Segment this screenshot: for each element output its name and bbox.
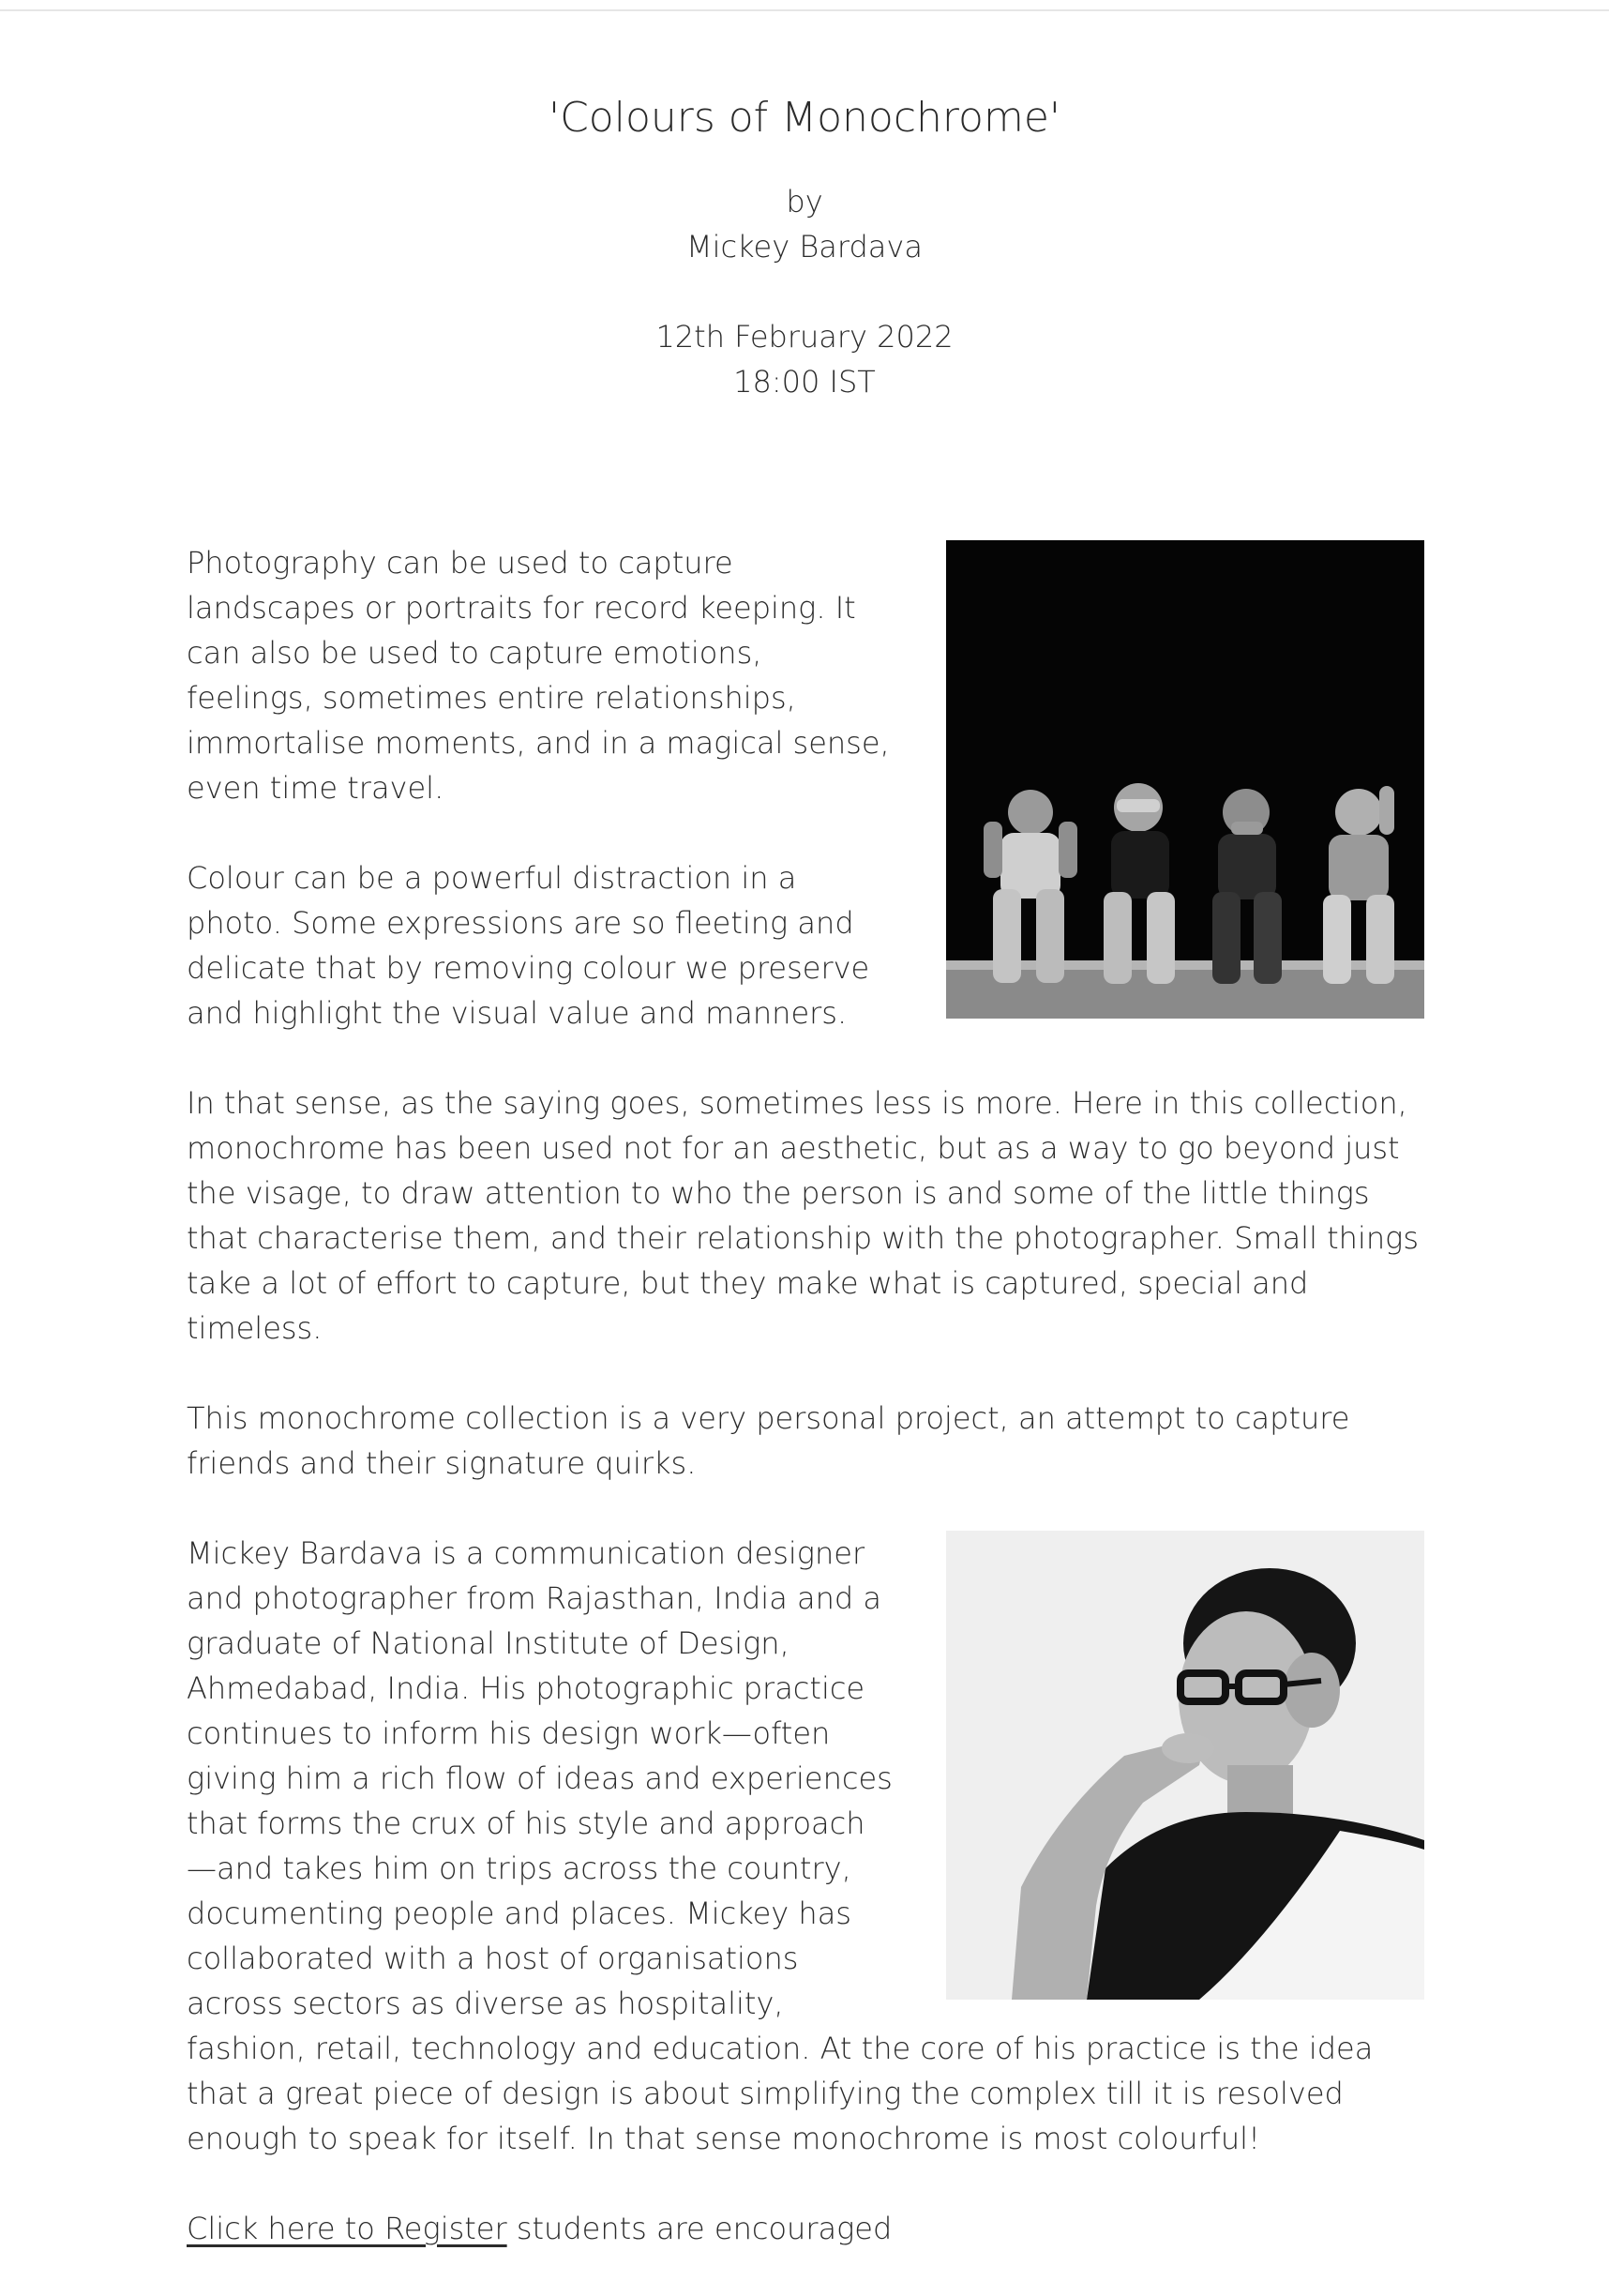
register-note: students are encouraged <box>506 2211 893 2246</box>
paragraph-less-is-more: In that sense, as the saying goes, sometimes less is more. Here in this collection, monochrome has been used not for an aesthetic, but as a way to go beyond just the visage, to draw attention to who the person is and some of the little things that characterise them, and their relationship with the photographer. Small things take a lot of effort to capture, but they make what is captured, special and timeless. <box>187 1085 1419 1346</box>
paragraph-colour: Colour can be a powerful distraction in a photo. Some expressions are so fleeting and delicate that by removing colour we preserve and highlight the visual value and manners. <box>187 860 870 1031</box>
paragraph-intro: Photography can be used to capture landscapes or portraits for record keeping. It can also be used to capture emotions, feelings, sometimes entire relationships, immortalise moments, and in a magical sense, even time travel. <box>187 545 890 806</box>
four-people-photo <box>946 540 1424 1019</box>
register-line <box>187 2206 1424 2251</box>
event-time: 18:00 IST <box>733 364 876 400</box>
event-date: 12th February 2022 <box>655 319 954 355</box>
top-divider <box>0 9 1609 11</box>
by-label: by <box>786 184 823 219</box>
paragraph-bio: Mickey Bardava is a communication designer and photographer from Rajasthan, India and a graduate of National Institute of Design, Ahmedabad, India. His photographic practice continues to inform his design work—often giving him a rich flow of ideas and experiences that forms the crux of his style and approach—and takes him on trips across the country, documenting people and places. Mickey has collaborated with a host of organisations across sectors as diverse as hospitality, fashion, retail, technology and education. At the core of his practice is the idea that a great piece of design is about simplifying the complex till it is resolved enough to speak for itself. In that sense monochrome is most colourful! <box>187 1535 1374 2156</box>
register-link[interactable]: Click here to Register <box>187 2211 507 2246</box>
paragraph-collection: This monochrome collection is a very personal project, an attempt to capture friends and their signature quirks. <box>187 1400 1350 1481</box>
event-title: 'Colours of Monochrome' <box>548 94 1060 142</box>
article-body <box>187 540 1424 2296</box>
author-name: Mickey Bardava <box>686 229 923 264</box>
photographer-portrait <box>946 1531 1424 2000</box>
